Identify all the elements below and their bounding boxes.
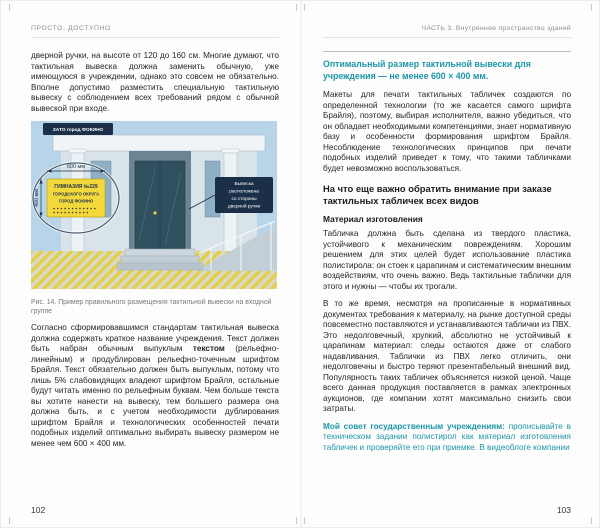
subsection-heading: Материал изготовления [323,214,423,224]
tactile-sign-line3: ГОРОД ФОКИНО [58,198,94,204]
column-capital [69,149,86,153]
page-right [301,1,600,527]
page-number-left: 102 [31,505,46,515]
section-heading: На что еще важно обратить внимание при заказе тактильных табличек всех видов [323,183,552,206]
placement-callout-line4: дверной ручки [227,204,261,210]
placement-callout-line2: расположена [229,189,259,195]
tactile-sign-line1: ГИМНАЗИЯ №229 [54,184,98,190]
door-handle [153,211,156,214]
column-capital [222,149,239,153]
placement-callout-line3: со стороны [231,197,257,202]
page-left [1,1,301,527]
figure-caption: Рис. 14. Пример правильного размещения тактильной вывески на входной группе [31,299,272,315]
dimension-height-label: 400 мм [34,189,40,207]
dimension-width-label: 600 мм [67,164,85,170]
paragraph-standards-post: (рельефно-линейным) и продублирован рельефно-точечным шрифтом Брайля. Текст обязательно должен быть выпуклым, потому что лишь 5% слабовидящих владеют шрифтом Брайля, остальные будут читать именно по рельефным буквам. Чем больше текста вы хотите нанести на вывеску, тем большего размера она должна быть, и с учетом необходимости дублирования шрифтом Брайля и технологических особенностей печати подобных изделий оптимально выбирать вывеску размером не менее чем 600 × 400 мм. [31,344,279,448]
running-head-right: ЧАСТЬ 3. Внутреннее пространство зданий [323,25,571,38]
paragraph-standards-bold: текстом [192,344,225,353]
entrance-illustration [31,121,277,289]
paragraph-pvc: В то же время, несмотря на прописанные в нормативных документах требования к материалу, на рынке доступной среды повсеместно поставляются и устанавливаются таблички из ПВХ. Это недолговечный, хрупкий, абсолютно не устойчивый к царапинам материал: следы остаются даже от слабого надавливания. Таблички из ПВХ легко отличить, они недолговечны и быстро теряют презентабельный внешний вид. Популярность таких табличек объясняется низкой ценой. Чаще всего данная продукция поставляется в рамках электронных аукционов, где компании хотят максимально снизить свои затраты. [323,299,571,413]
tactile-sign-line2: ГОРОДСКОГО ОКРУГА [52,191,100,197]
step [117,263,203,270]
advice-note [323,422,571,454]
advice-note-rest: прописывайте в техническом задании полистирол как материал изготовления табличек и проверяйте его при приемке. В видеоблоге компании [323,421,571,452]
key-size-callout-text: Оптимальный размер тактильной вывески для учреждения — не менее 600 × 400 мм. [323,59,531,81]
paragraph-print-technology: Макеты для печати тактильных табличек создаются по определенной технологии (то же касается самого шрифта Брайля), поэтому, выбирая исполнителя, важно убедиться, что он обладает необходимыми компетенциями, знает нормативную базу и особенности формирования шрифтом Брайля. Несоблюдение технологических принципов при печати подобных изделий приведет к тому, что такими табличками будет невозможно воспользоваться. [323,90,571,173]
page-number-right: 103 [556,505,571,515]
step [121,256,199,263]
building-entablature [53,135,265,151]
figure-entrance [31,121,279,316]
paragraph-standards [31,323,279,449]
placement-callout-line1: Вывеска [234,182,254,187]
paragraph-standards-pre: Согласно сформировавшимся стандартам тактильная вывеска должна содержать краткое название учреждения. Текст должен быть набран обычным выпуклым [31,323,279,353]
city-plaque-label: ЗАТО город ФОКИНО [52,128,104,133]
key-size-callout [323,51,571,82]
paragraph-door-handle: дверной ручки, на высоте от 120 до 160 см. Многие думают, что тактильная вывеска должна заменить обычную, уже имеющуюся в учреждении, однако это совсем не обязательно. Вполне допустимо разместить специальную тактильную вывеску с соблюдением всех требований рядом с обычной вывеской при входе. [31,51,279,113]
paragraph-material: Табличка должна быть сделана из твердого пластика, устойчивого к механическим повреждениям. Хорошим решением для этих целей будет использование пластика полистирола: он стоек к царапинам и систематическим внешним воздействиям, что очень важно. Ведь тактильные таблички для этого и нужны — чтобы их трогали. [323,229,571,291]
advice-note-lead: Мой совет государственным учреждениям: [323,421,505,431]
step [125,249,195,256]
running-head-left: ПРОСТО, ДОСТУПНО [31,25,279,38]
